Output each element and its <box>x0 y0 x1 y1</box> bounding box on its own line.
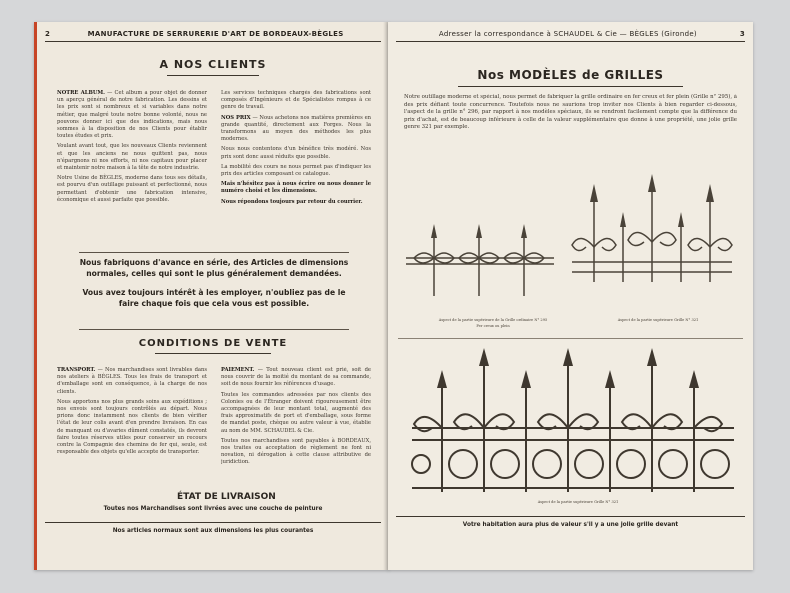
caption-321-large: Aspect de la partie supérieure Grille N° 321 <box>537 500 619 504</box>
conditions-title: CONDITIONS DE VENTE <box>138 338 288 349</box>
grille-321-top-illustration <box>564 172 740 300</box>
title-rule <box>167 75 259 76</box>
page-number-right: 3 <box>739 30 745 38</box>
left-running-head <box>45 30 381 38</box>
colonies-text: Toutes les commandes adressées par nos clients des Colonies ou de l'Étranger doivent rigoureusement être accompagnées de leur montant total, augmenté des frais approximatifs de port et d'emballage, sous forme de mandat poste, chèque ou autre valeur à vue, établie au nom de MM. SCHAUDEL & Cie. <box>221 391 371 434</box>
notice-line-1: Nous fabriquons d'avance en série, des Articles de dimensions normales, celles qui sont le plus généralement demandées. <box>79 258 349 278</box>
bordeaux-text: Toutes nos marchandises sont payables à BORDEAUX, nos traites ou acceptation de règlement ne font ni novation, ni dérogation à cette clause attributive de juridiction. <box>221 437 371 466</box>
grilles-title-rule <box>458 86 683 87</box>
right-running-head <box>396 30 745 38</box>
caption-295: Aspect de la partie supérieure de la Grille ordinaire N° 295 <box>438 318 548 322</box>
caption-295-sub: Fer creux ou plein <box>476 324 510 328</box>
right-header-rule <box>396 41 745 42</box>
paiement-lead: PAIEMENT. <box>221 367 255 373</box>
right-footer-rule <box>396 516 745 517</box>
transport-text: — Nos marchandises sont livrables dans nos ateliers à BÈGLES. Tous les frais de transport et d'emballage sont en conséquence, à la charge de nos clients. <box>57 367 207 395</box>
livraison-text: Toutes nos Marchandises sont livrées avec une couche de peinture <box>103 506 323 512</box>
conditions-column-1 <box>57 367 207 507</box>
prix-text: — Nous achetons nos matières premières en grande quantité, directement aux Forges. Nous la transformons au moyen des méthodes les plus modernes. <box>221 114 371 143</box>
page-number-left: 2 <box>45 30 51 38</box>
illustration-divider <box>398 338 743 339</box>
usine-text: Notre Usine de BÈGLES, moderne dans tous ses détails, est pourvu d'un outillage puissant et perfectionné, nous permettant d'obtenir une fabrication intensive, économique et aussi parfaite que possible. <box>57 175 207 203</box>
right-head-text: Adresser la correspondance à SCHAUDEL & Cie — BÈGLES (Gironde) <box>438 30 697 38</box>
grilles-intro: Notre outillage moderne et spécial, nous permet de fabriquer la grille ordinaire en fer creux et fer plein (Grille n° 295), à des prix défiant toute concurrence. Toutefois nous ne saurions trop inviter nos Clients à bien regarder ci-dessous, l'aspect de la grille n° 296, par rapport à nos modèles spéciaux, ils se rendront facilement compte que la différence du prix d'achat, est de beaucoup inférieure à celle de la valeur supplémentaire que donne à une propriété, une jolie grille genre 321 par exemple. <box>404 94 737 131</box>
left-head-text: MANUFACTURE DE SERRURERIE D'ART DE BORDEAUX-BÈGLES <box>87 30 344 38</box>
services-text: Les services techniques chargés des fabrications sont composés d'Ingénieurs et de Spécialistes rompus à ce genre de travail. <box>221 90 371 111</box>
left-page <box>34 22 389 570</box>
right-footer: Votre habitation aura plus de valeur s'il y a une jolie grille devant <box>462 522 679 528</box>
notice-line-2: Vous avez toujours intérêt à les employer, n'oubliez pas de le faire chaque fois que cela vous est possible. <box>82 288 346 308</box>
paiement-text: — Tout nouveau client est prié, soit de nous couvrir de la moitié du montant de sa commande, soit de nous fournir les références d'usage. <box>221 367 371 388</box>
header-rule <box>45 41 381 42</box>
album-lead: NOTRE ALBUM. <box>57 90 105 96</box>
transport-lead: TRANSPORT. <box>57 367 96 373</box>
ecrire-text: Mais n'hésitez pas à nous écrire ou nous donner le numéro choisi et les dimensions. <box>221 181 371 195</box>
intro-column-1 <box>57 90 207 248</box>
right-page <box>388 22 753 570</box>
expedition-text: Nous apportons nos plus grands soins aux expéditions ; nos envois sont toujours contrôlés au départ. Nous prions donc instamment nos clients de bien vérifier l'état de leur colis avant d'en prendre livraison. En cas de manquant ou d'avaries dûment constatés, ils devront faire toutes réserves utiles pour conserver un recours contre la Compagnie des chemins de fer qui, seule, est responsable des objets qu'elle accepte de transporter. <box>57 398 207 456</box>
left-footer: Nos articles normaux sont aux dimensions les plus courantes <box>112 528 314 534</box>
cours-text: La mobilité des cours ne nous permet pas d'indiquer les prix des articles composant ce catalogue. <box>221 163 371 178</box>
album-text: — Cet album a pour objet de donner un aperçu général de notre fabrication. Les dessins et les prix sont si nombreux et si variables dans notre métier, que malgré toute notre bonne volonté, nous ne pouvons donner ici que des indications, mais nous sommes à la disposition de nos Clients pour établir toutes études et prix. <box>57 90 207 140</box>
notice-box <box>79 252 349 330</box>
benefice-text: Nous nous contentons d'un bénéfice très modéré. Nos prix sont donc aussi réduits que possible. <box>221 146 371 160</box>
footer-rule <box>45 522 381 523</box>
livraison-title: ÉTAT DE LIVRAISON <box>177 492 276 502</box>
grille-295-illustration <box>404 218 556 298</box>
reponse-text: Nous répondons toujours par retour du courrier. <box>221 198 363 205</box>
clients-text: Voulant avant tout, que les nouveaux Clients reviennent et que les anciens ne nous quittent pas, nous n'épargnons ni nos efforts, ni nos capitaux pour placer et maintenir notre maison à la tête de notre industrie. <box>57 143 207 172</box>
prix-lead: NOS PRIX <box>221 114 251 121</box>
grille-321-large-illustration <box>408 348 738 496</box>
conditions-rule <box>155 353 271 354</box>
page-title: A NOS CLIENTS <box>159 58 267 71</box>
caption-321-top: Aspect de la partie supérieure Grille N° 321 <box>617 318 699 322</box>
intro-column-2 <box>221 90 371 248</box>
conditions-column-2 <box>221 367 371 491</box>
grilles-title: Nos MODÈLES de GRILLES <box>477 68 664 82</box>
